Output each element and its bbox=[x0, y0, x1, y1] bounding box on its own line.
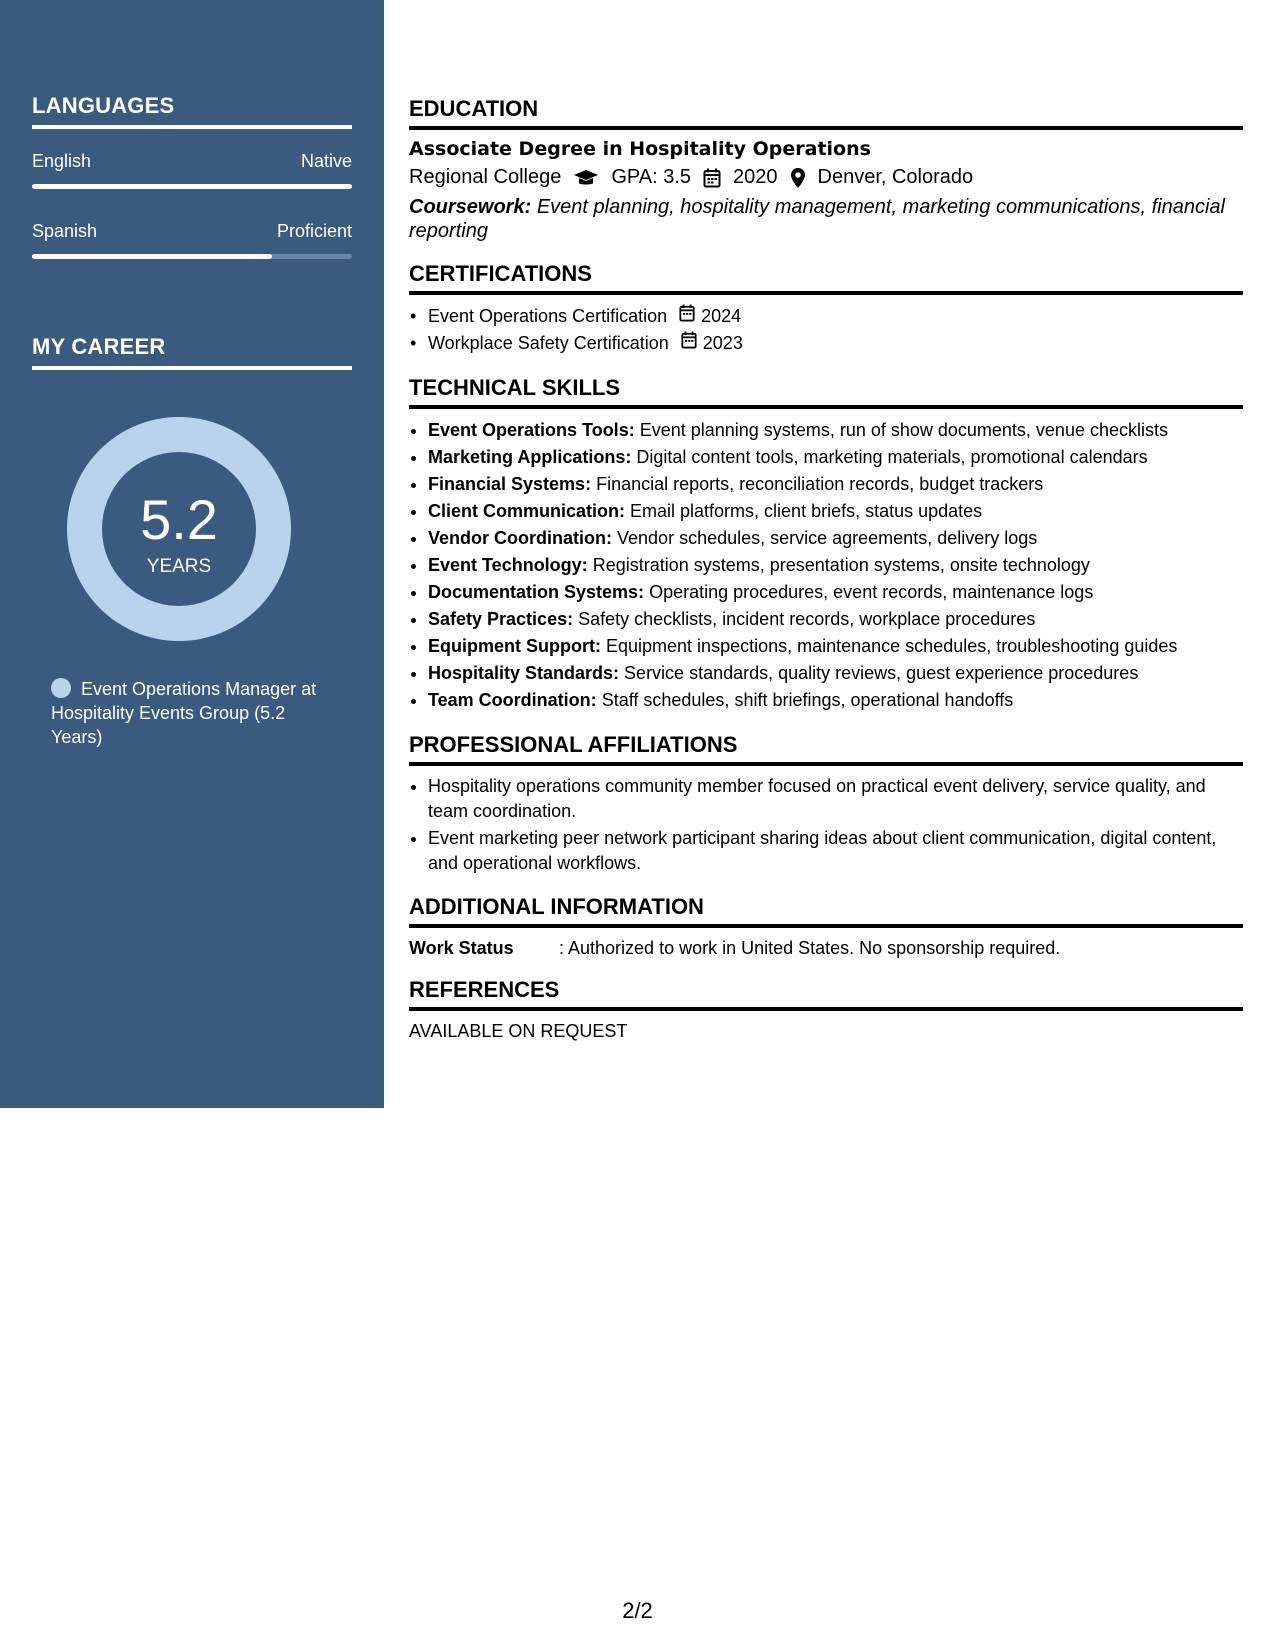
list-item bbox=[428, 444, 1243, 471]
certifications-list bbox=[409, 303, 1243, 357]
list-item bbox=[428, 417, 1243, 444]
languages-heading: LANGUAGES bbox=[32, 93, 352, 129]
technical-skills-heading: TECHNICAL SKILLS bbox=[409, 375, 1243, 409]
language-row-spanish bbox=[32, 221, 352, 242]
language-level: Native bbox=[300, 151, 352, 171]
skill-label: Equipment Support: bbox=[428, 636, 601, 656]
certification-year: 2024 bbox=[701, 306, 742, 326]
main-content bbox=[409, 96, 1243, 1060]
references-section bbox=[409, 977, 1243, 1042]
coursework bbox=[409, 195, 1243, 243]
language-bar-fill bbox=[32, 184, 352, 189]
donut-center bbox=[102, 452, 256, 606]
skill-text: Service standards, quality reviews, guest experience procedures bbox=[624, 663, 1139, 683]
list-item bbox=[428, 579, 1243, 606]
list-item: • Hospitality operations community member focused on practical event delivery, service quality, and team coordination. bbox=[428, 774, 1243, 824]
list-item bbox=[428, 687, 1243, 714]
graduation-cap-icon bbox=[573, 169, 599, 187]
list-item bbox=[428, 498, 1243, 525]
skill-text: Email platforms, client briefs, status updates bbox=[630, 501, 983, 521]
skill-text: Event planning systems, run of show documents, venue checklists bbox=[639, 420, 1168, 440]
list-item bbox=[428, 552, 1243, 579]
skill-label: Marketing Applications: bbox=[428, 447, 632, 467]
school-name: Regional College bbox=[409, 166, 562, 188]
work-status-label: Work Status bbox=[409, 938, 514, 958]
additional-info-heading: ADDITIONAL INFORMATION bbox=[409, 894, 1243, 928]
career-dot-icon bbox=[51, 678, 71, 698]
language-name: English bbox=[32, 151, 92, 171]
career-item-text: Event Operations Manager at Hospitality Events Group (5.2 Years) bbox=[51, 679, 317, 747]
skill-label: Documentation Systems: bbox=[428, 582, 645, 602]
skill-label: Hospitality Standards: bbox=[428, 663, 620, 683]
list-item bbox=[428, 330, 1243, 357]
skill-label: Event Operations Tools: bbox=[428, 420, 635, 440]
list-item bbox=[428, 303, 1243, 330]
languages-section bbox=[32, 93, 352, 259]
references-heading: REFERENCES bbox=[409, 977, 1243, 1011]
list-item bbox=[428, 633, 1243, 660]
career-years-unit: YEARS bbox=[146, 556, 212, 577]
gpa: GPA: 3.5 bbox=[611, 166, 691, 188]
career-heading: MY CAREER bbox=[32, 334, 352, 370]
career-item bbox=[51, 677, 341, 749]
work-status-value: : Authorized to work in United States. No sponsorship required. bbox=[559, 938, 1061, 958]
career-section bbox=[32, 334, 352, 370]
page-number: 2/2 bbox=[622, 1598, 653, 1623]
calendar-icon bbox=[681, 330, 697, 357]
skill-text: Digital content tools, marketing materials, promotional calendars bbox=[636, 447, 1148, 467]
affiliations-heading: PROFESSIONAL AFFILIATIONS bbox=[409, 732, 1243, 766]
skill-text: Operating procedures, event records, maintenance logs bbox=[649, 582, 1094, 602]
skill-label: Financial Systems: bbox=[428, 474, 592, 494]
language-row-english bbox=[32, 151, 352, 172]
location-pin-icon bbox=[790, 167, 806, 189]
coursework-label: Coursework: bbox=[409, 196, 532, 218]
skill-text: Equipment inspections, maintenance schedules, troubleshooting guides bbox=[606, 636, 1178, 656]
sidebar bbox=[0, 0, 384, 1108]
skill-label: Vendor Coordination: bbox=[428, 528, 612, 548]
education-section bbox=[409, 96, 1243, 243]
affiliations-list bbox=[409, 774, 1243, 876]
language-bar-english bbox=[32, 184, 352, 189]
skill-text: Safety checklists, incident records, workplace procedures bbox=[578, 609, 1036, 629]
degree-title: Associate Degree in Hospitality Operations bbox=[409, 138, 871, 160]
list-item bbox=[428, 525, 1243, 552]
certification-name: • Workplace Safety Certification bbox=[428, 333, 669, 353]
skill-label: Safety Practices: bbox=[428, 609, 574, 629]
language-bar-spanish bbox=[32, 254, 352, 259]
language-bar-fill bbox=[32, 254, 272, 259]
technical-skills-section bbox=[409, 375, 1243, 714]
certification-year: 2023 bbox=[702, 333, 743, 353]
coursework-text: Event planning, hospitality management, marketing communications, financial reporting bbox=[409, 196, 1225, 242]
certifications-section bbox=[409, 261, 1243, 357]
language-level: Proficient bbox=[276, 221, 352, 241]
education-meta bbox=[409, 166, 1243, 189]
calendar-icon bbox=[703, 168, 721, 188]
skill-text: Registration systems, presentation systems, onsite technology bbox=[592, 555, 1090, 575]
skill-text: Staff schedules, shift briefings, operational handoffs bbox=[601, 690, 1014, 710]
education-heading: EDUCATION bbox=[409, 96, 1243, 130]
additional-info-section bbox=[409, 894, 1243, 959]
list-item bbox=[428, 471, 1243, 498]
references-text: AVAILABLE ON REQUEST bbox=[409, 1021, 628, 1041]
skill-text: Financial reports, reconciliation records, budget trackers bbox=[596, 474, 1044, 494]
list-item bbox=[428, 606, 1243, 633]
school-location: Denver, Colorado bbox=[817, 166, 974, 188]
career-years-value: 5.2 bbox=[140, 488, 218, 551]
skill-text: Vendor schedules, service agreements, delivery logs bbox=[617, 528, 1038, 548]
certifications-heading: CERTIFICATIONS bbox=[409, 261, 1243, 295]
skill-label: Client Communication: bbox=[428, 501, 625, 521]
list-item: • Event marketing peer network participant sharing ideas about client communication, digital content, and operational workflows. bbox=[428, 826, 1243, 876]
skills-list bbox=[409, 417, 1243, 714]
certification-name: • Event Operations Certification bbox=[428, 306, 668, 326]
career-years-donut bbox=[67, 417, 291, 641]
work-status-row bbox=[409, 938, 1243, 959]
affiliations-section bbox=[409, 732, 1243, 876]
language-name: Spanish bbox=[32, 221, 98, 241]
skill-label: Event Technology: bbox=[428, 555, 588, 575]
list-item bbox=[428, 660, 1243, 687]
graduation-year: 2020 bbox=[733, 166, 778, 188]
skill-label: Team Coordination: bbox=[428, 690, 597, 710]
calendar-icon bbox=[679, 303, 695, 330]
